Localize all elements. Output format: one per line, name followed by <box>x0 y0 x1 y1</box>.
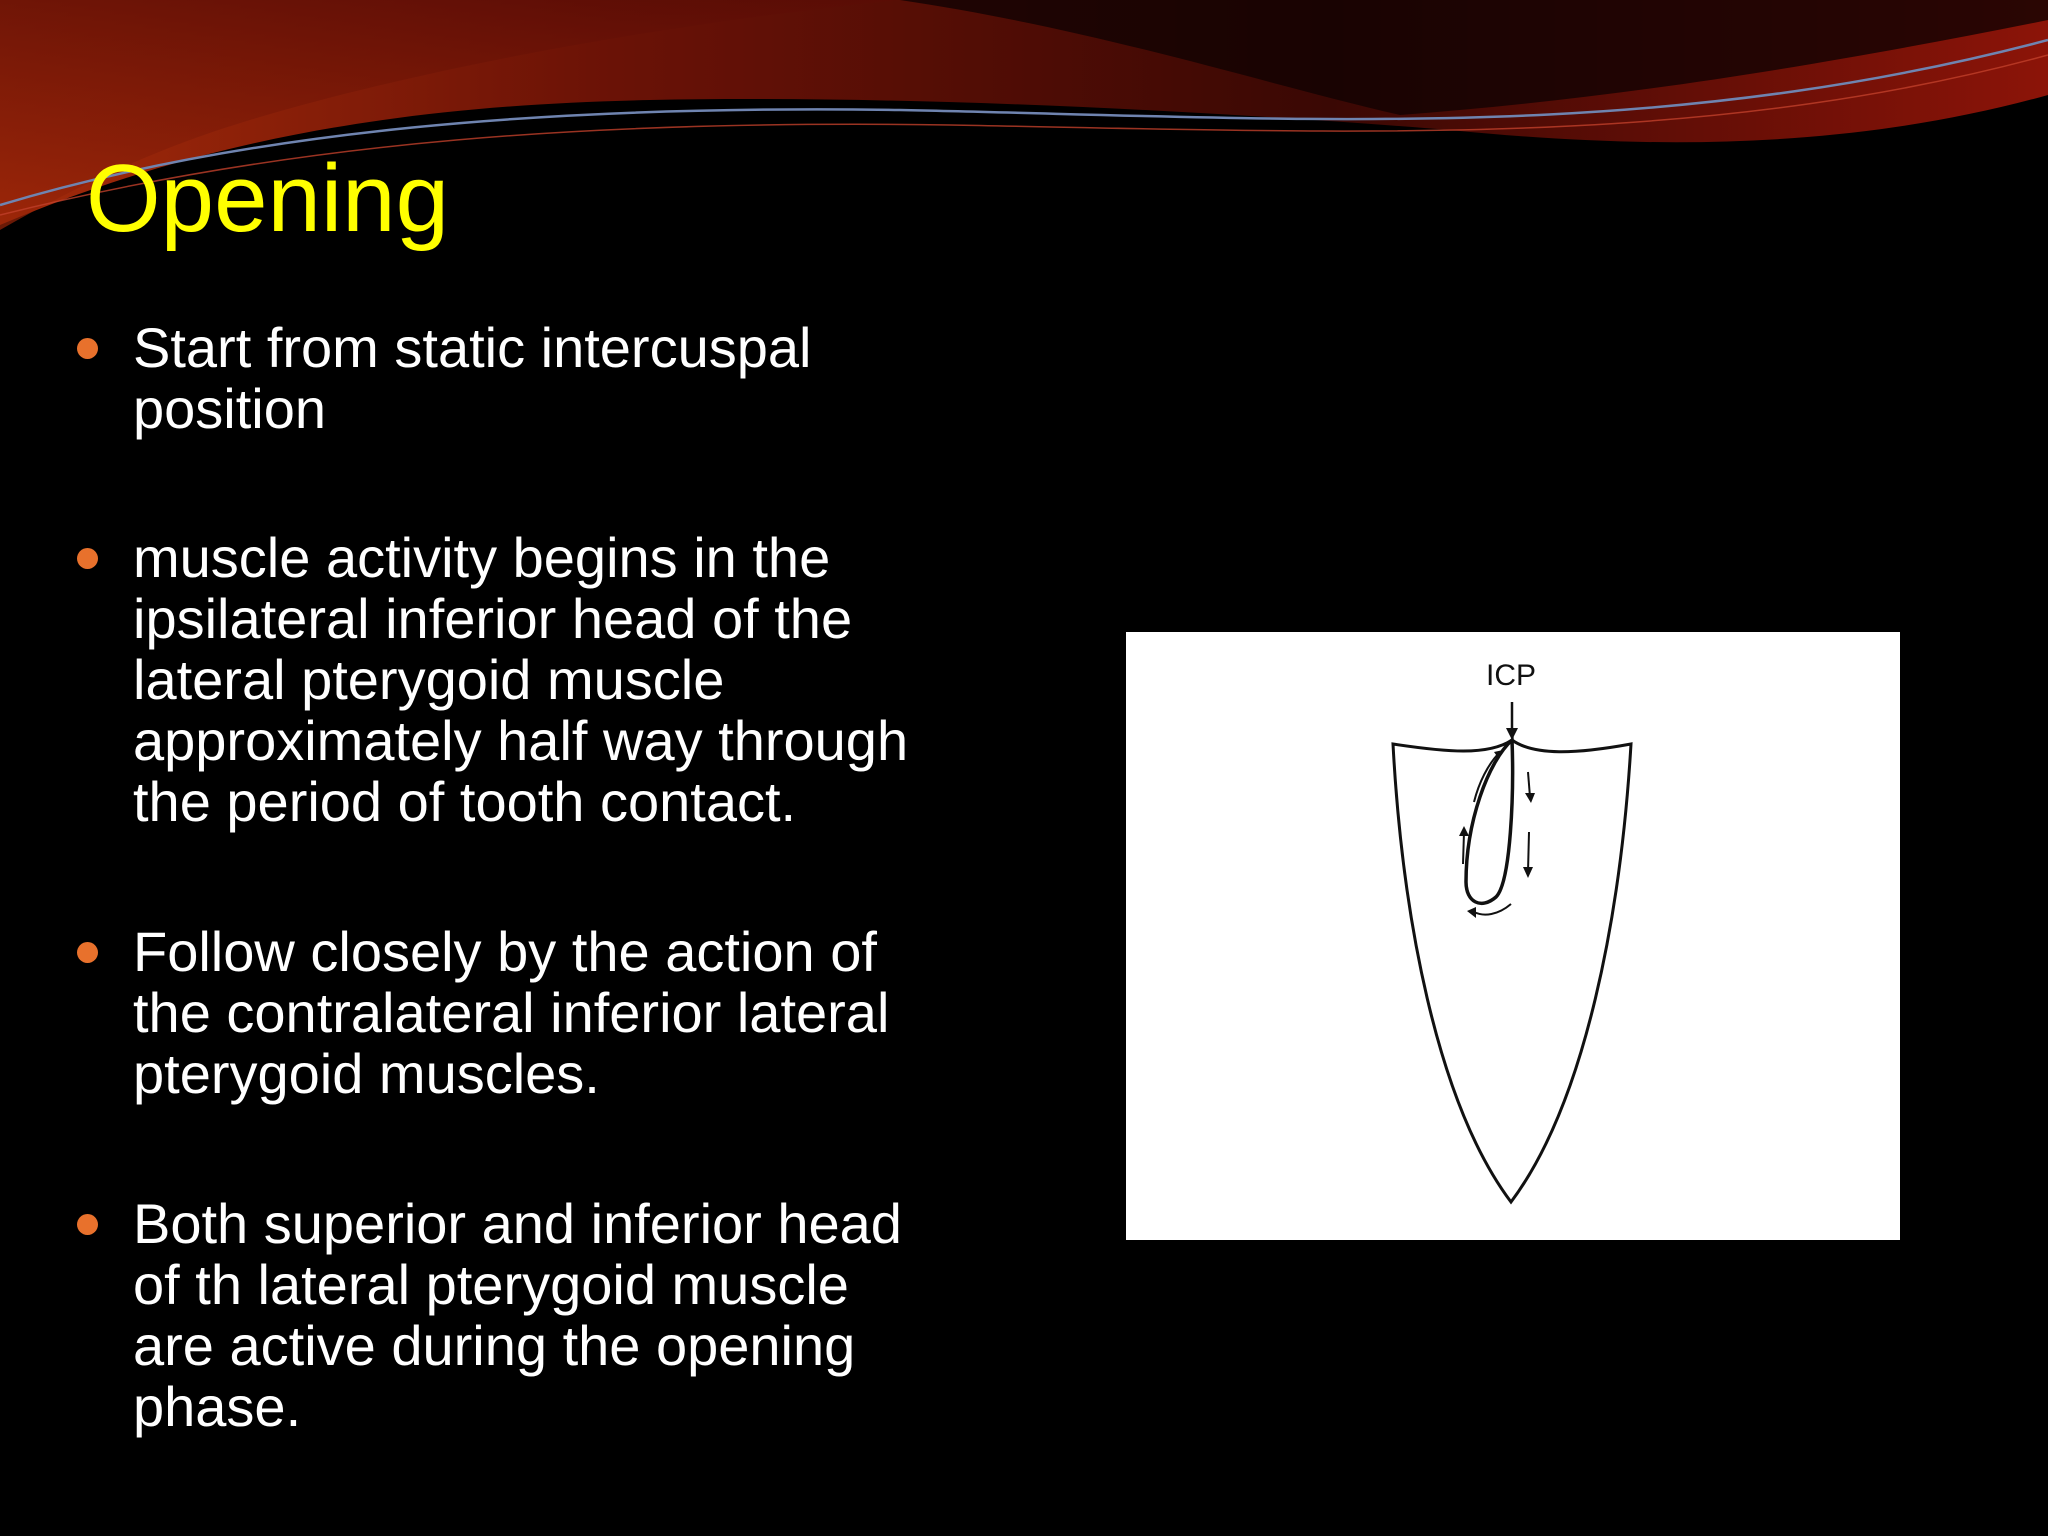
bullet-dot-icon <box>77 1214 98 1235</box>
bullet-list <box>0 0 1000 1536</box>
arrow-down-right-2-icon <box>1528 832 1529 872</box>
chewing-envelope-diagram <box>1126 632 1900 1240</box>
bullet-text: Follow closely by the action of the contralateral inferior lateral pterygoid muscles. <box>133 920 890 1105</box>
bullet-dot-icon <box>77 942 98 963</box>
bullet-text: muscle activity begins in the ipsilateral inferior head of the lateral pterygoid muscle approximately half way through the period of tooth contact. <box>133 526 909 833</box>
bullet-dot-icon <box>77 338 98 359</box>
arrow-up-left-2-icon <box>1463 832 1464 864</box>
bullet-text: Start from static intercuspal position <box>133 316 812 440</box>
slide-title: Opening <box>86 145 449 252</box>
chewing-cycle-figure <box>1126 632 1900 1240</box>
icp-label: ICP <box>1485 659 1536 692</box>
bullet-text: Both superior and inferior head of th lateral pterygoid muscle are active during the opening phase. <box>133 1192 902 1438</box>
bullet-dot-icon <box>77 548 98 569</box>
arrow-bottom-icon <box>1474 904 1511 915</box>
